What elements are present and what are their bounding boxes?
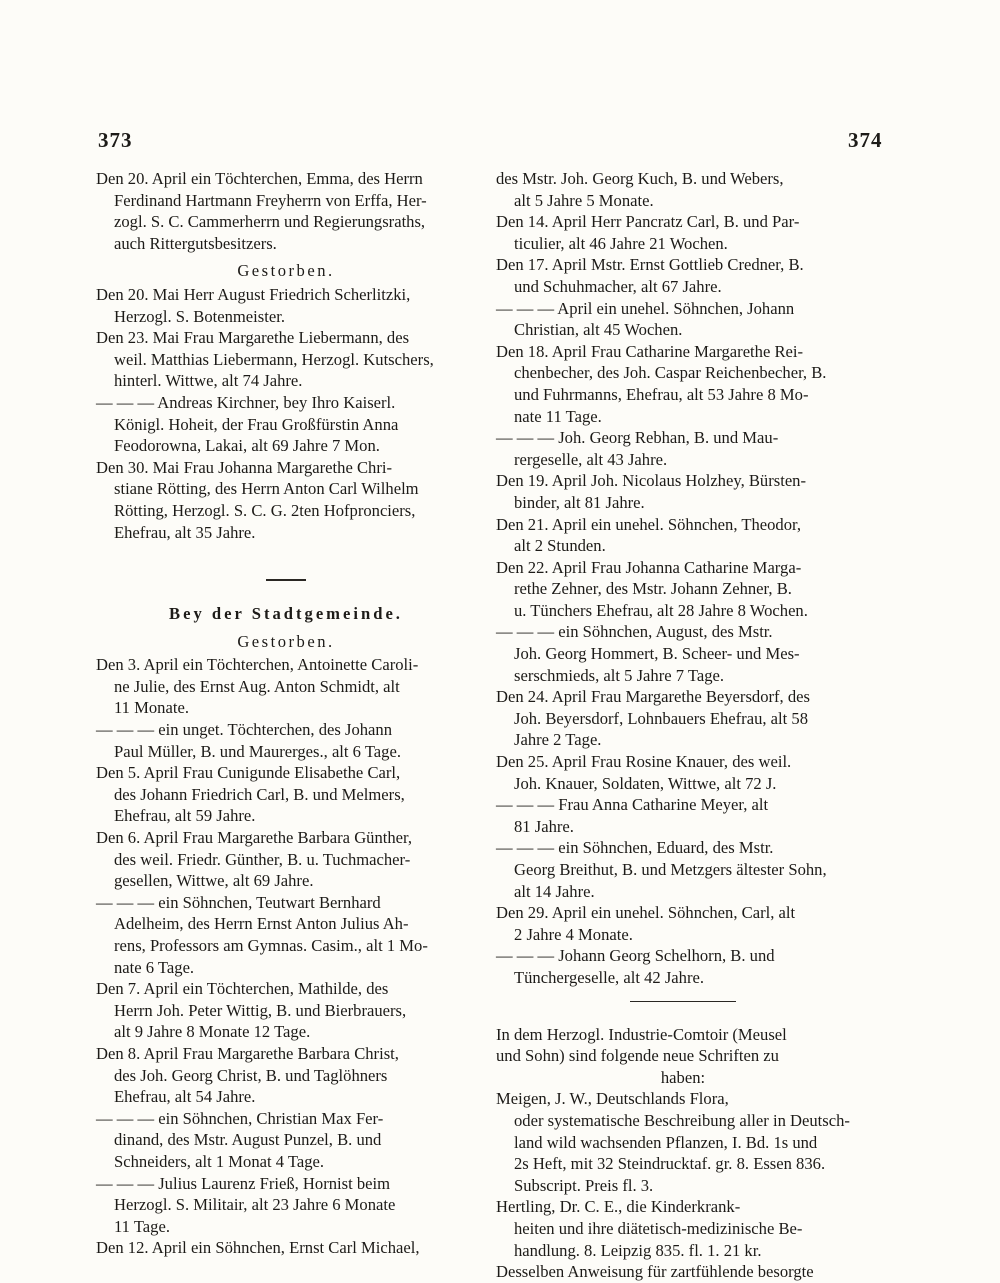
entry-line: Ehefrau, alt 59 Jahre. [114, 806, 256, 826]
register-entry [96, 978, 476, 1043]
entry-line: — — — Johann Georg Schelhorn, B. und [496, 946, 775, 966]
entry-line: — — — ein Söhnchen, Teutwart Bernhard [96, 892, 381, 912]
entry-line: 11 Tage. [114, 1216, 170, 1236]
entry-line: Den 5. April Frau Cunigunde Elisabethe Carl, [96, 763, 401, 783]
entry-line: 2s Heft, mit 32 Steindrucktaf. gr. 8. Essen 836. [514, 1154, 826, 1174]
entry-line: des Mstr. Joh. Georg Kuch, B. und Webers, [496, 169, 784, 188]
entry-line: gesellen, Wittwe, alt 69 Jahre. [114, 871, 314, 891]
entry-line: Den 30. Mai Frau Johanna Margarethe Chri- [96, 457, 392, 477]
entry-line: Joh. Georg Hommert, B. Scheer- und Mes- [514, 644, 800, 664]
notice-line: und Sohn) sind folgende neue Schriften zu [496, 1046, 779, 1066]
entry-line: ticulier, alt 46 Jahre 21 Wochen. [514, 233, 728, 253]
entry-line: Den 22. April Frau Johanna Catharine Marga- [496, 557, 802, 577]
left-column [96, 168, 476, 1259]
register-entry [96, 457, 476, 543]
entry-line: alt 2 Stunden. [514, 536, 606, 556]
register-entry [496, 514, 870, 557]
entry-line: nate 6 Tage. [114, 957, 195, 977]
entry-line: u. Tünchers Ehefrau, alt 28 Jahre 8 Wochen. [514, 600, 808, 620]
entry-line: chenbecher, des Joh. Caspar Reichenbecher, B. [514, 363, 827, 383]
entry-line: des weil. Friedr. Günther, B. u. Tuchmacher- [114, 849, 411, 869]
bookshop-notice [496, 1024, 870, 1089]
entry-line: Den 24. April Frau Margarethe Beyersdorf, des [496, 687, 810, 707]
register-entry [496, 686, 870, 751]
entry-line: Herrn Joh. Peter Wittig, B. und Bierbrauers, [114, 1000, 407, 1020]
book-listings [496, 1088, 870, 1282]
register-entry [496, 557, 870, 622]
entry-line: Hertling, Dr. C. E., die Kinderkrank- [496, 1197, 741, 1217]
register-entry [496, 427, 870, 470]
entry-line: alt 5 Jahre 5 Monate. [514, 190, 654, 210]
entry-line: Den 7. April ein Töchterchen, Mathilde, des [96, 979, 389, 999]
entry-line: 11 Monate. [114, 698, 189, 718]
register-entry [96, 827, 476, 892]
page-number-right: 374 [848, 128, 883, 152]
entry-line: — — — Frau Anna Catharine Meyer, alt [496, 795, 769, 815]
entry-line: — — — Andreas Kirchner, bey Ihro Kaiserl. [96, 392, 396, 412]
entry-line: serschmieds, alt 5 Jahre 7 Tage. [514, 665, 725, 685]
entry-line: 81 Jahre. [514, 816, 574, 836]
register-entry [96, 762, 476, 827]
entry-line: Den 29. April ein unehel. Söhnchen, Carl, alt [496, 903, 796, 923]
entry-line: zogl. S. C. Cammerherrn und Regierungsraths, [114, 212, 426, 232]
section-heading-city: Bey der Stadtgemeinde. [169, 604, 403, 624]
entry-line: binder, alt 81 Jahre. [514, 492, 645, 512]
entry-line: des Joh. Georg Christ, B. und Taglöhners [114, 1065, 388, 1085]
entry-line: Paul Müller, B. und Maurerges., alt 6 Tage. [114, 741, 401, 761]
page-number-left: 373 [98, 128, 133, 152]
birth-entries [96, 168, 476, 254]
entry-line: Adelheim, des Herrn Ernst Anton Julius Ah- [114, 914, 409, 934]
entry-line: — — — ein unget. Töchterchen, des Johann [96, 720, 393, 740]
entry-line: Den 6. April Frau Margarethe Barbara Günther, [96, 828, 413, 848]
entry-line: — — — Julius Laurenz Frieß, Hornist beim [96, 1173, 391, 1193]
entry-line: — — — ein Söhnchen, Christian Max Fer- [96, 1108, 384, 1128]
entry-line: Königl. Hoheit, der Frau Großfürstin Anna [114, 414, 399, 434]
entry-line: Ehefrau, alt 54 Jahre. [114, 1087, 256, 1107]
entry-line: Georg Breithut, B. und Metzgers ältester Sohn, [514, 860, 827, 879]
entry-line: heiten und ihre diätetisch-medizinische Be- [514, 1218, 803, 1238]
entry-line: auch Rittergutsbesitzers. [114, 233, 277, 253]
entry-line: weil. Matthias Liebermann, Herzogl. Kutschers, [114, 349, 434, 369]
entry-line: Den 12. April ein Söhnchen, Ernst Carl Michael, [96, 1238, 420, 1258]
entry-line: rergeselle, alt 43 Jahre. [514, 449, 668, 469]
register-entry [496, 168, 870, 211]
entry-line: Den 17. April Mstr. Ernst Gottlieb Credner, B. [496, 255, 804, 275]
death-entries-city [96, 654, 476, 1259]
register-entry [496, 794, 870, 837]
entry-line: Meigen, J. W., Deutschlands Flora, [496, 1089, 729, 1109]
entry-line: des Johann Friedrich Carl, B. und Melmers, [114, 784, 405, 804]
entry-line: Herzogl. S. Botenmeister. [114, 306, 285, 326]
register-entry [96, 284, 476, 327]
entry-line: Feodorowna, Lakai, alt 69 Jahre 7 Mon. [114, 436, 380, 456]
entry-line: Schneiders, alt 1 Monat 4 Tage. [114, 1151, 325, 1171]
entry-line: alt 9 Jahre 8 Monate 12 Tage. [114, 1022, 311, 1042]
entry-line: Joh. Knauer, Soldaten, Wittwe, alt 72 J. [514, 773, 777, 793]
entry-line: hinterl. Wittwe, alt 74 Jahre. [114, 371, 303, 391]
register-entry [496, 298, 870, 341]
entry-line: — — — April ein unehel. Söhnchen, Johann [496, 298, 795, 318]
entry-line: Den 20. April ein Töchterchen, Emma, des Herrn [96, 169, 423, 188]
entry-line: Joh. Beyersdorf, Lohnbauers Ehefrau, alt 58 [514, 708, 808, 728]
register-entry [496, 945, 870, 988]
section-heading-died: Gestorben. [237, 631, 335, 651]
register-entry [496, 211, 870, 254]
death-entries-court [96, 284, 476, 543]
register-entry [496, 837, 870, 902]
entry-line: Den 21. April ein unehel. Söhnchen, Theodor, [496, 514, 802, 534]
register-entry [96, 1043, 476, 1108]
entry-line: Desselben Anweisung für zartfühlende besorgte [496, 1262, 814, 1282]
register-entry [496, 254, 870, 297]
entry-line: Den 14. April Herr Pancratz Carl, B. und Par- [496, 212, 800, 232]
section-divider [266, 579, 306, 581]
entry-line: Den 23. Mai Frau Margarethe Liebermann, des [96, 328, 410, 348]
register-entry [496, 341, 870, 427]
entry-line: Den 3. April ein Töchterchen, Antoinette Caroli- [96, 655, 419, 675]
entry-line: rens, Professors am Gymnas. Casim., alt 1 Mo- [114, 936, 428, 955]
entry-line: oder systematische Beschreibung aller in Deutsch- [514, 1110, 850, 1130]
right-column [496, 168, 870, 1283]
entry-line: Ehefrau, alt 35 Jahre. [114, 522, 256, 542]
register-entry [496, 1261, 870, 1283]
entry-line: handlung. 8. Leipzig 835. fl. 1. 21 kr. [514, 1240, 762, 1260]
entry-line: Tünchergeselle, alt 42 Jahre. [514, 967, 704, 987]
death-entries-continued [496, 168, 870, 989]
register-entry [496, 751, 870, 794]
register-entry [496, 1196, 870, 1261]
entry-line: land wild wachsenden Pflanzen, I. Bd. 1s und [514, 1132, 818, 1152]
register-entry [96, 719, 476, 762]
entry-line: nate 11 Tage. [514, 406, 602, 426]
entry-line: 2 Jahre 4 Monate. [514, 924, 633, 944]
entry-line: Rötting, Herzogl. S. C. G. 2ten Hofpronciers, [114, 500, 416, 520]
section-heading-died: Gestorben. [237, 261, 335, 281]
entry-line: alt 14 Jahre. [514, 881, 595, 901]
register-entry [96, 392, 476, 457]
entry-line: Den 20. Mai Herr August Friedrich Scherlitzki, [96, 284, 411, 304]
entry-line: Den 8. April Frau Margarethe Barbara Christ, [96, 1043, 399, 1063]
entry-line: rethe Zehner, des Mstr. Johann Zehner, B. [514, 579, 792, 599]
entry-line: Jahre 2 Tage. [514, 730, 602, 750]
register-entry [96, 168, 476, 254]
entry-line: Den 19. April Joh. Nicolaus Holzhey, Bürsten- [496, 471, 807, 491]
register-entry [496, 470, 870, 513]
entry-line: stiane Rötting, des Herrn Anton Carl Wilhelm [114, 479, 419, 499]
entry-line: Subscript. Preis fl. 3. [514, 1175, 654, 1195]
entry-line: Den 18. April Frau Catharine Margarethe Rei- [496, 341, 804, 361]
entry-line: ne Julie, des Ernst Aug. Anton Schmidt, alt [114, 676, 400, 696]
entry-line: Herzogl. S. Militair, alt 23 Jahre 6 Monate [114, 1195, 396, 1215]
register-entry [96, 327, 476, 392]
register-entry [96, 1237, 476, 1259]
entry-line: und Schuhmacher, alt 67 Jahre. [514, 276, 722, 296]
register-entry [96, 892, 476, 978]
register-entry [96, 654, 476, 719]
entry-line: und Fuhrmanns, Ehefrau, alt 53 Jahre 8 Mo- [514, 384, 809, 404]
register-entry [96, 1108, 476, 1173]
notice-line: haben: [660, 1067, 706, 1087]
entry-line: — — — ein Söhnchen, August, des Mstr. [496, 622, 773, 642]
entry-line: Ferdinand Hartmann Freyherrn von Erffa, Her- [114, 190, 427, 210]
register-entry [496, 902, 870, 945]
register-entry [96, 1173, 476, 1238]
notice-line: In dem Herzogl. Industrie-Comtoir (Meusel [496, 1024, 787, 1044]
notice-divider [630, 1001, 736, 1002]
register-entry [496, 1088, 870, 1196]
entry-line: Den 25. April Frau Rosine Knauer, des weil. [496, 752, 792, 772]
entry-line: Christian, alt 45 Wochen. [514, 320, 683, 340]
entry-line: — — — ein Söhnchen, Eduard, des Mstr. [496, 838, 774, 858]
entry-line: — — — Joh. Georg Rebhan, B. und Mau- [496, 428, 779, 448]
entry-line: dinand, des Mstr. August Punzel, B. und [114, 1130, 382, 1150]
register-entry [496, 621, 870, 686]
